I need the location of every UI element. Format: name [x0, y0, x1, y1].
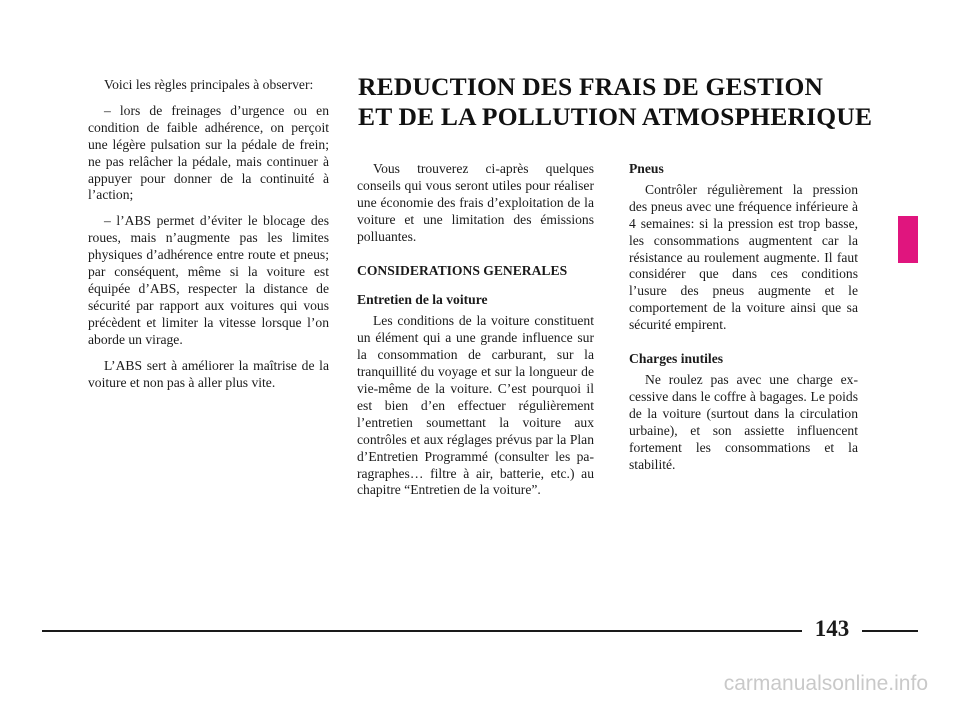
page-title-line-2: ET DE LA POLLUTION ATMOSPHERIQUE	[358, 102, 873, 131]
left-column	[88, 77, 329, 391]
right-column	[629, 161, 858, 473]
intro-paragraph: Vous trouverez ci-après quelques conseils qui vous seront utiles pour réaliser une économie des frais d’exploitation de la voiture et une limitation des émissions polluantes.	[357, 161, 594, 244]
page-title	[358, 72, 872, 132]
page-number: 143	[814, 616, 850, 641]
abs-rules-intro: Voici les règles principales à observer:	[104, 77, 314, 92]
tyres-paragraph: Contrôler régulièrement la pression des pneus avec une fréquence inférieure à 4 semaines: si la pression est trop basse, les consommations augmentent car la résistance au roulement augmente. Il faut considérer que dans ces conditions l’usure des pneus augmente et le comportement de la voiture ainsi que sa sécurité empirent.	[629, 181, 858, 333]
useless-loads-paragraph: Ne roulez pas avec une charge excessive dans le coffre à bagages. Le poids de la voiture (surtout dans la circulation urbaine), et son assiette influencent fortement les consommations et la stabilité.	[629, 371, 858, 472]
footer-rule-right	[862, 630, 918, 632]
page-title-line-1: REDUCTION DES FRAIS DE GESTION	[358, 72, 824, 101]
section-tab-marker	[898, 216, 918, 263]
watermark: carmanualsonline.info	[723, 672, 928, 695]
maintenance-subheading: Entretien de la voiture	[357, 292, 488, 308]
footer-rule-left	[42, 630, 802, 632]
middle-column	[357, 161, 594, 499]
abs-conclusion: L’ABS sert à améliorer la maîtrise de la voiture et non pas à aller plus vite.	[88, 357, 329, 390]
useless-loads-heading: Charges inutiles	[629, 351, 724, 367]
tyres-heading: Pneus	[629, 161, 664, 176]
abs-rule-emergency-braking: – lors de freinages d’urgence ou en condition de faible adhérence, on perçoit une légère pulsation sur la pédale de frein; ne pas relâcher la pédale, mais continuer à appuyer pour donner de la continuité à l’action;	[88, 102, 329, 203]
maintenance-paragraph: Les conditions de la voiture constituent un élément qui a une grande influence sur la consommation de carburant, sur la tranquillité du voyage et sur la longueur de vie-même de la voiture. C’est pourquoi il est bien d’en effectuer régulièrement l’entretien soumettant la voiture aux contrôles et aux réglages prévus par la Plan d’Entretien Programmé (consulter les paragraphes… filtre à air, batterie, etc.) au chapitre “Entretien de la voiture”.	[357, 313, 594, 498]
section-heading: CONSIDERATIONS GENERALES	[357, 262, 568, 278]
abs-rule-safety-distance: – l’ABS permet d’éviter le blocage des roues, mais n’augmente pas les limites physiques d’adhérence entre route et pneus; par conséquent, même si la voiture est équipée d’ABS, respecter la distance de sécurité par rapport aux voitures qui vous précèdent et limiter la vitesse lorsque l’on aborde un virage.	[88, 213, 329, 347]
